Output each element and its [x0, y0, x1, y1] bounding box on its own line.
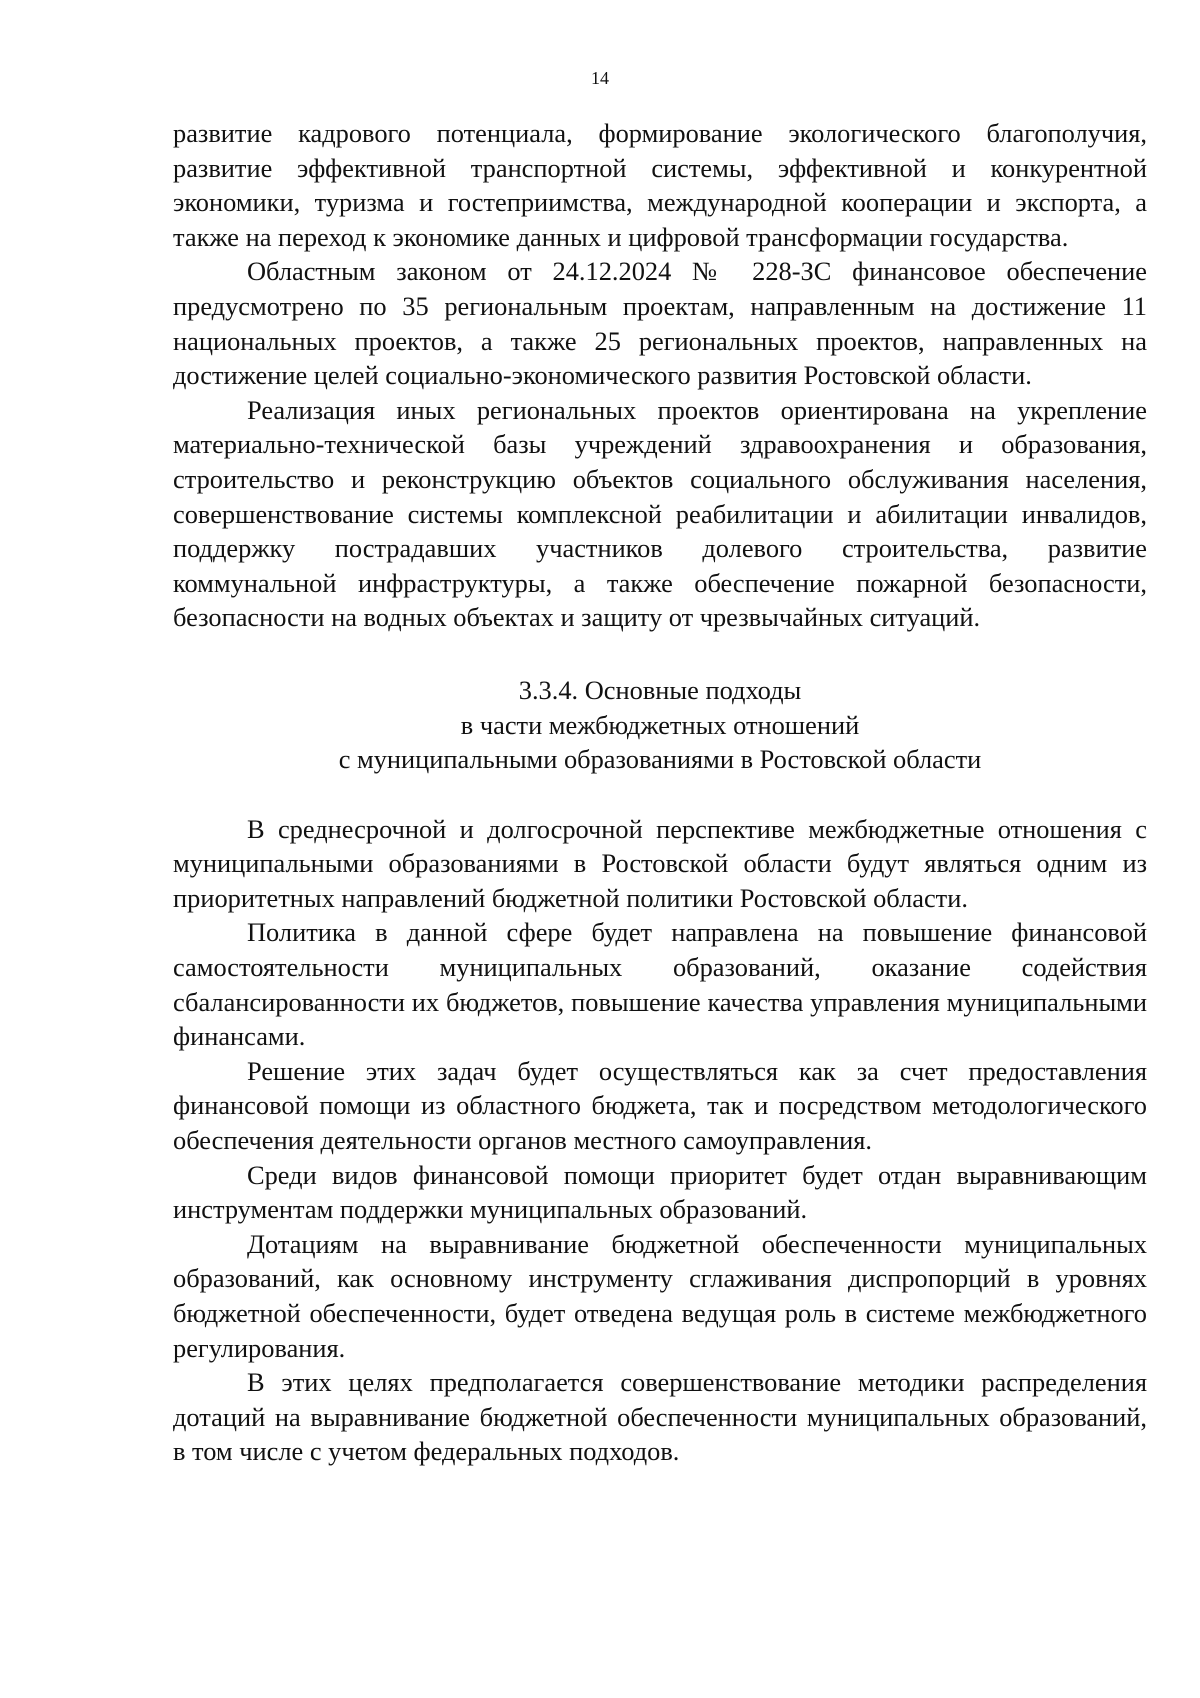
paragraph-task-solution: Решение этих задач будет осуществляться как за счет предоставления финансовой помощи из областного бюджета, так и посредством методологического обеспечения деятельности органов местного самоуправления. — [173, 1055, 1147, 1156]
paragraph-financial-aid-priority: Среди видов финансовой помощи приоритет будет отдан выравнивающим инструментам поддержки муниципальных образований. — [173, 1159, 1147, 1225]
paragraph-policy-direction: Политика в данной сфере будет направлена на повышение финансовой самостоятельности муниципальных образований, оказание содействия сбалансированности их бюджетов, повышение качества управления муниципальными финансами. — [173, 917, 1147, 1052]
paragraph-other-projects: Реализация иных региональных проектов ориентирована на укрепление материально-технической базы учреждений здравоохранения и образования, строительство и реконструкцию объектов социального обслуживания населения, совершенствование системы комплексной реабилитации и абилитации инвалидов, поддержку пострадавших участников долевого строительства, развитие коммунальной инфраструктуры, а также обеспечение пожарной безопасности, безопасности на водных объектах и защиту от чрезвычайных ситуаций. — [173, 394, 1147, 633]
document-body — [173, 116, 1147, 1469]
paragraph-continuation: развитие кадрового потенциала, формирование экологического благополучия, развитие эффективной транспортной системы, эффективной и конкурентной экономики, туризма и гостеприимства, международной кооперации и экспорта, а также на переход к экономике данных и цифровой трансформации государства. — [173, 118, 1147, 252]
paragraph-methodology-improvement: В этих целях предполагается совершенствование методики распределения дотаций на выравнивание бюджетной обеспеченности муниципальных образований, в том числе с учетом федеральных подходов. — [173, 1367, 1147, 1467]
paragraph-equalization-subsidies: Дотациям на выравнивание бюджетной обеспеченности муниципальных образований, как основному инструменту сглаживания диспропорций в уровнях бюджетной обеспеченности, будет отведена ведущая роль в системе межбюджетного регулирования. — [173, 1228, 1147, 1363]
section-heading-line-2: в части межбюджетных отношений — [460, 709, 860, 740]
section-heading — [173, 673, 1147, 777]
page-number: 14 — [591, 68, 609, 88]
paragraph-interbudget-priority: В среднесрочной и долгосрочной перспективе межбюджетные отношения с муниципальными образованиями в Ростовской области будут являться одним из приоритетных направлений бюджетной политики Ростовской области. — [173, 813, 1147, 913]
paragraph-regional-law: Областным законом от 24.12.2024 № 228-ЗС финансовое обеспечение предусмотрено по 35 региональным проектам, направленным на достижение 11 национальных проектов, а также 25 региональных проектов, направленных на достижение целей социально-экономического развития Ростовской области. — [173, 256, 1147, 391]
section-heading-line-3: с муниципальными образованиями в Ростовской области — [338, 744, 982, 775]
section-heading-line-1: 3.3.4. Основные подходы — [518, 674, 802, 705]
